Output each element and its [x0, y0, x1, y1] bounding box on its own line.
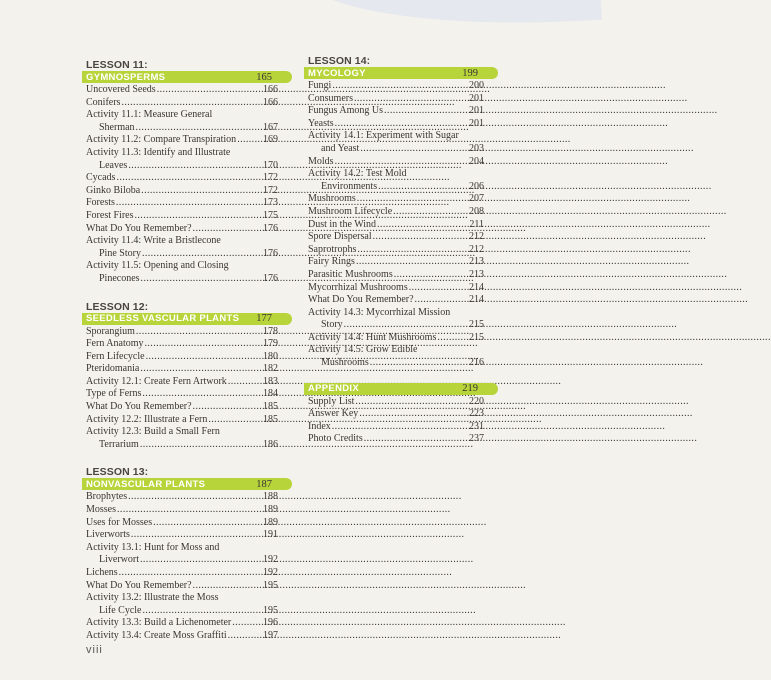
section-page-number: 187	[256, 478, 272, 490]
entry-title: Conifers	[86, 96, 121, 108]
entry-list	[86, 491, 278, 642]
entry-title-continued: Pinecones	[99, 272, 140, 284]
dot-leader	[415, 294, 468, 307]
dot-leader	[357, 193, 468, 206]
entry-page-number: 220	[469, 395, 484, 407]
entry-list	[86, 326, 278, 452]
entry-title-continued-row	[86, 439, 278, 452]
toc-entry[interactable]	[86, 97, 278, 110]
entry-title: Saprotrophs	[308, 243, 357, 255]
toc-right-column	[308, 56, 484, 459]
entry-page-number: 197	[263, 629, 278, 641]
entry-title: Activity 13.1: Hunt for Moss and	[86, 541, 220, 553]
entry-title-continued-row	[308, 143, 484, 156]
section-banner[interactable]	[304, 67, 498, 79]
entry-title: Pteridomania	[86, 363, 140, 375]
entry-title: Fungus Among Us	[308, 105, 384, 117]
entry-page-number: 203	[469, 142, 484, 154]
entry-list	[308, 80, 484, 370]
entry-page-number: 215	[469, 319, 484, 331]
entry-page-number: 176	[263, 222, 278, 234]
entry-page-number: 201	[469, 105, 484, 117]
entry-page-number: 214	[469, 281, 484, 293]
entry-page-number: 172	[263, 184, 278, 196]
entry-title-continued-row	[86, 605, 278, 618]
dot-leader	[355, 396, 468, 409]
dot-leader	[145, 338, 263, 351]
dot-leader	[140, 554, 262, 567]
entry-title: Consumers	[308, 92, 353, 104]
entry-page-number: 166	[263, 96, 278, 108]
entry-page-number: 167	[263, 121, 278, 133]
entry-page-number: 189	[263, 504, 278, 516]
dot-leader	[354, 93, 468, 106]
dot-leader	[232, 617, 262, 630]
dot-leader	[356, 256, 468, 269]
section-title: GYMNOSPERMS	[86, 71, 166, 83]
entry-page-number: 201	[469, 92, 484, 104]
entry-page-number: 211	[469, 218, 484, 230]
entry-title: Activity 11.3: Identify and Illustrate	[86, 146, 231, 158]
dot-leader	[335, 118, 468, 131]
toc-entry[interactable]	[86, 223, 278, 236]
entry-title: Activity 11.1: Measure General	[86, 109, 213, 121]
dot-leader	[119, 567, 262, 580]
dot-leader	[237, 134, 262, 147]
entry-title: Parasitic Mushrooms	[308, 268, 393, 280]
toc-entry[interactable]	[86, 388, 278, 401]
dot-leader	[384, 105, 468, 118]
toc-entry[interactable]	[308, 231, 484, 244]
toc-entry[interactable]	[308, 396, 484, 409]
dot-leader	[393, 206, 468, 219]
entry-title: What Do You Remember?	[308, 294, 414, 306]
entry-page-number: 231	[469, 420, 484, 432]
toc-entry[interactable]	[86, 414, 278, 427]
toc-entry[interactable]	[86, 326, 278, 339]
entry-page-number: 214	[469, 294, 484, 306]
entry-title: Activity 13.3: Build a Lichenometer	[86, 617, 232, 629]
entry-page-number: 185	[263, 401, 278, 413]
entry-title-continued-row	[86, 273, 278, 286]
entry-title: Sporangium	[86, 325, 135, 337]
entry-page-number: 166	[263, 84, 278, 95]
entry-page-number: 208	[469, 205, 484, 217]
entry-title: Activity 13.2: Illustrate the Moss	[86, 592, 219, 604]
entry-title: Fairy Rings	[308, 256, 355, 268]
dot-leader	[140, 363, 262, 376]
dot-leader	[378, 181, 468, 194]
entry-page-number: 201	[469, 117, 484, 129]
entry-title: Activity 11.4: Write a Bristlecone	[86, 235, 221, 247]
entry-title: Photo Credits	[308, 433, 363, 445]
entry-page-number: 170	[263, 159, 278, 171]
section-title: NONVASCULAR PLANTS	[86, 478, 206, 490]
entry-page-number: 237	[469, 433, 484, 445]
toc-entry[interactable]	[86, 517, 278, 530]
toc-section	[308, 383, 484, 446]
entry-page-number: 176	[263, 247, 278, 259]
section-banner[interactable]	[82, 71, 292, 83]
toc-entry[interactable]	[308, 93, 484, 106]
section-page-number: 219	[462, 383, 478, 395]
entry-list	[308, 396, 484, 446]
toc-entry[interactable]	[308, 408, 484, 421]
entry-page-number: 173	[263, 197, 278, 209]
entry-page-number: 215	[469, 331, 484, 343]
toc-entry[interactable]	[308, 105, 484, 118]
dot-leader	[142, 248, 262, 261]
dot-leader	[377, 219, 468, 232]
section-page-number: 177	[256, 313, 272, 324]
toc-section	[86, 467, 278, 642]
entry-page-number: 191	[263, 529, 278, 541]
toc-entry[interactable]	[308, 421, 484, 434]
dot-leader	[360, 143, 468, 156]
entry-title: Fern Anatomy	[86, 338, 144, 350]
toc-entry[interactable]	[86, 84, 278, 97]
entry-title-continued: Environments	[321, 180, 378, 192]
section-title: SEEDLESS VASCULAR PLANTS	[86, 313, 240, 324]
entry-title-continued: Sherman	[99, 121, 135, 133]
toc-entry[interactable]	[308, 80, 484, 93]
dot-leader	[140, 439, 262, 452]
entry-page-number: 175	[263, 209, 278, 221]
entry-title: Activity 11.5: Opening and Closing	[86, 260, 229, 272]
dot-leader	[142, 388, 262, 401]
dot-leader	[437, 332, 468, 345]
entry-title: Mosses	[86, 504, 117, 516]
dot-leader	[131, 529, 262, 542]
toc-entry[interactable]	[308, 219, 484, 232]
dot-leader	[208, 414, 262, 427]
toc-entry[interactable]	[308, 344, 484, 369]
entry-title: Liverworts	[86, 529, 130, 541]
entry-title: Activity 13.4: Create Moss Graffiti	[86, 629, 227, 641]
entry-page-number: 184	[263, 388, 278, 400]
entry-title: What Do You Remember?	[86, 222, 192, 234]
entry-title-continued-row	[86, 160, 278, 173]
entry-page-number: 195	[263, 579, 278, 591]
entry-title-continued-row	[308, 181, 484, 194]
dot-leader	[116, 197, 262, 210]
dot-leader	[121, 97, 262, 110]
toc-entry[interactable]	[86, 491, 278, 504]
entry-title: Activity 12.1: Create Fern Artwork	[86, 375, 227, 387]
entry-title: Mushrooms	[308, 193, 356, 205]
dot-leader	[135, 210, 263, 223]
entry-title: Forests	[86, 197, 115, 209]
entry-title-continued: Leaves	[99, 159, 128, 171]
entry-title: Fungi	[308, 80, 332, 91]
entry-title: Spore Dispersal	[308, 231, 372, 243]
dot-leader	[332, 80, 468, 93]
page-number: viii	[86, 644, 103, 656]
entry-title: Forest Fires	[86, 209, 134, 221]
toc-entry[interactable]	[308, 294, 484, 307]
toc-entry[interactable]	[86, 147, 278, 172]
section-title: MYCOLOGY	[308, 67, 366, 79]
dot-leader	[142, 605, 262, 618]
toc-entry[interactable]	[86, 197, 278, 210]
entry-page-number: 189	[263, 516, 278, 528]
lesson-label: LESSON 11:	[86, 59, 148, 71]
dot-leader	[128, 160, 262, 173]
entry-title: Brophytes	[86, 491, 128, 503]
toc-entry[interactable]	[86, 401, 278, 414]
entry-title: Lichens	[86, 567, 118, 578]
entry-title: Activity 14.5: Grow Edible	[308, 344, 418, 356]
dot-leader	[193, 223, 262, 236]
entry-page-number: 183	[263, 375, 278, 387]
section-banner[interactable]	[82, 313, 292, 325]
toc-entry[interactable]	[86, 185, 278, 198]
dot-leader	[332, 421, 468, 434]
entry-title-continued-row	[86, 248, 278, 261]
toc-entry[interactable]	[308, 118, 484, 131]
entry-title-continued: Story	[321, 319, 343, 331]
entry-page-number: 196	[263, 617, 278, 629]
dot-leader	[141, 273, 262, 286]
entry-page-number: 204	[469, 155, 484, 167]
dot-leader	[146, 351, 262, 364]
entry-title: Answer Key	[308, 408, 359, 420]
toc-entry[interactable]	[86, 542, 278, 567]
section-page-number: 165	[256, 71, 272, 83]
entry-title: Activity 14.4: Hunt Mushrooms	[308, 331, 437, 343]
toc-entry[interactable]	[308, 156, 484, 169]
entry-page-number: 216	[469, 357, 484, 369]
entry-title: Activity 14.2: Test Mold	[308, 168, 407, 180]
dot-leader	[228, 630, 262, 643]
entry-title: Ginko Biloba	[86, 184, 141, 196]
entry-title: What Do You Remember?	[86, 401, 192, 413]
toc-entry[interactable]	[86, 363, 278, 376]
toc-entry[interactable]	[308, 256, 484, 269]
dot-leader	[117, 504, 262, 517]
entry-page-number: 200	[469, 80, 484, 91]
entry-title-continued: and Yeast	[321, 142, 360, 154]
entry-title-continued: Liverwort	[99, 554, 139, 566]
entry-page-number: 192	[263, 554, 278, 566]
entry-page-number: 195	[263, 604, 278, 616]
section-page-number: 199	[462, 67, 478, 79]
toc-section	[308, 56, 484, 370]
dot-leader	[394, 269, 468, 282]
entry-title-continued: Mushrooms	[321, 357, 369, 369]
toc-entry[interactable]	[308, 244, 484, 257]
lesson-label: LESSON 13:	[86, 466, 149, 479]
toc-entry[interactable]	[86, 529, 278, 542]
section-banner[interactable]	[82, 478, 292, 490]
toc-entry[interactable]	[86, 630, 278, 643]
entry-page-number: 212	[469, 231, 484, 243]
entry-page-number: 186	[263, 438, 278, 450]
toc-entry[interactable]	[86, 338, 278, 351]
entry-page-number: 188	[263, 491, 278, 503]
entry-title-continued-row	[86, 122, 278, 135]
dot-leader	[409, 282, 468, 295]
dot-leader	[370, 357, 468, 370]
dot-leader	[141, 185, 262, 198]
entry-title: Index	[308, 420, 331, 432]
entry-page-number: 207	[469, 193, 484, 205]
toc-entry[interactable]	[86, 260, 278, 285]
section-title: APPENDIX	[308, 383, 359, 395]
entry-title: Cycads	[86, 172, 116, 184]
entry-page-number: 178	[263, 325, 278, 337]
dot-leader	[128, 491, 262, 504]
lesson-label: LESSON 14:	[308, 55, 371, 67]
toc-entry[interactable]	[86, 172, 278, 185]
entry-title: Molds	[308, 155, 334, 167]
toc-entry[interactable]	[86, 109, 278, 134]
dot-leader	[359, 408, 468, 421]
dot-leader	[357, 244, 468, 257]
entry-page-number: 169	[263, 134, 278, 146]
entry-title: Fern Lifecycle	[86, 350, 145, 362]
dot-leader	[193, 401, 262, 414]
entry-page-number: 182	[263, 363, 278, 375]
toc-entry[interactable]	[86, 210, 278, 223]
toc-entry[interactable]	[86, 351, 278, 364]
dot-leader	[116, 172, 262, 185]
entry-page-number: 213	[469, 256, 484, 268]
dot-leader	[228, 376, 262, 389]
toc-entry[interactable]	[86, 235, 278, 260]
toc-entry[interactable]	[86, 134, 278, 147]
toc-section	[86, 302, 278, 452]
entry-title-continued: Life Cycle	[99, 604, 142, 616]
toc-left-column	[86, 60, 278, 656]
entry-page-number: 176	[263, 272, 278, 284]
entry-page-number: 192	[263, 567, 278, 578]
toc-entry[interactable]	[308, 130, 484, 155]
entry-title: Uses for Mosses	[86, 516, 153, 528]
toc-entry[interactable]	[86, 426, 278, 451]
entry-title-continued-row	[308, 357, 484, 370]
entry-title-continued-row	[308, 319, 484, 332]
entry-title: What Do You Remember?	[86, 579, 192, 591]
entry-page-number: 172	[263, 172, 278, 184]
entry-page-number: 213	[469, 268, 484, 280]
dot-leader	[344, 319, 468, 332]
toc-entry[interactable]	[308, 269, 484, 282]
toc-entry[interactable]	[86, 617, 278, 630]
dot-leader	[373, 231, 468, 244]
entry-page-number: 179	[263, 338, 278, 350]
entry-title-continued: Pine Story	[99, 247, 141, 259]
entry-title: Activity 11.2: Compare Transpiration	[86, 134, 237, 146]
toc-entry[interactable]	[86, 592, 278, 617]
dot-leader	[153, 517, 262, 530]
dot-leader	[136, 326, 262, 339]
dot-leader	[136, 122, 262, 135]
toc-entry[interactable]	[308, 282, 484, 295]
toc-entry[interactable]	[308, 193, 484, 206]
toc-entry[interactable]	[86, 504, 278, 517]
lesson-label: LESSON 12:	[86, 300, 149, 313]
entry-title: Mushroom Lifecycle	[308, 205, 393, 217]
entry-title: Activity 12.3: Build a Small Fern	[86, 426, 220, 438]
toc-entry[interactable]	[308, 206, 484, 219]
entry-title: Dust in the Wind	[308, 218, 377, 230]
dot-leader	[193, 580, 262, 593]
entry-title: Activity 14.1: Experiment with Sugar	[308, 130, 459, 142]
toc-entry[interactable]	[86, 580, 278, 593]
toc-entry[interactable]	[86, 376, 278, 389]
entry-title: Supply List	[308, 395, 355, 407]
entry-title: Type of Ferns	[86, 388, 142, 400]
entry-list	[86, 84, 278, 286]
toc-entry[interactable]	[308, 332, 484, 345]
entry-page-number: 185	[263, 413, 278, 425]
entry-title: Activity 12.2: Illustrate a Fern	[86, 413, 208, 425]
section-banner[interactable]	[304, 383, 498, 395]
entry-page-number: 206	[469, 180, 484, 192]
entry-page-number: 180	[263, 350, 278, 362]
toc-entry[interactable]	[308, 168, 484, 193]
dot-leader	[364, 433, 468, 446]
entry-title-continued: Terrarium	[99, 438, 139, 450]
corner-decoration	[298, 0, 602, 40]
toc-entry[interactable]	[86, 567, 278, 580]
entry-title: Mycorrhizal Mushrooms	[308, 281, 408, 293]
entry-title-continued-row	[86, 554, 278, 567]
entry-page-number: 223	[469, 408, 484, 420]
entry-title: Yeasts	[308, 117, 334, 129]
entry-page-number: 212	[469, 243, 484, 255]
dot-leader	[335, 156, 468, 169]
entry-title: Activity 14.3: Mycorrhizal Mission	[308, 306, 451, 318]
dot-leader	[157, 84, 262, 97]
toc-entry[interactable]	[308, 307, 484, 332]
toc-entry[interactable]	[308, 433, 484, 446]
toc-section	[86, 60, 278, 286]
entry-title: Uncovered Seeds	[86, 84, 156, 95]
